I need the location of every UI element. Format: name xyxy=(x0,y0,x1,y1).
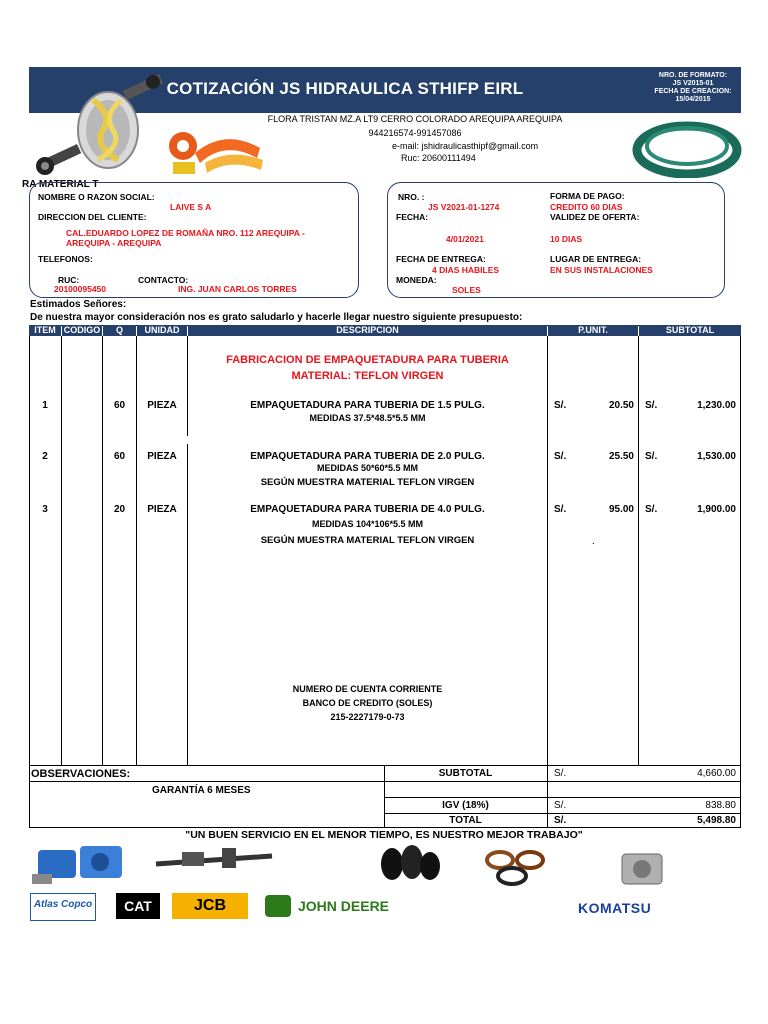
col-divider xyxy=(638,336,639,766)
steering-rack-image xyxy=(152,842,277,878)
row1-desc1: EMPAQUETADURA PARA TUBERIA DE 1.5 PULG. xyxy=(250,400,485,411)
client-address-label: DIRECCION DEL CLIENTE: xyxy=(38,212,147,222)
format-info: NRO. DE FORMATO: JS V2015-01 FECHA DE CREACION: 15/04/2015 xyxy=(654,72,732,103)
row3-desc3: SEGÚN MUESTRA MATERIAL TEFLON VIRGEN xyxy=(260,535,475,546)
bank-account: 215-2227179-0-73 xyxy=(330,712,405,722)
row1-subtotal: 1,230.00 xyxy=(697,400,736,411)
page-title: COTIZACIÓN JS HIDRAULICA STHIFP EIRL xyxy=(166,79,524,98)
row2-price: 25.50 xyxy=(608,451,634,462)
greeting: Estimados Señores: xyxy=(30,299,127,310)
validity: 10 DIAS xyxy=(550,234,583,244)
pump-housing-image xyxy=(612,844,672,894)
row3-item: 3 xyxy=(42,504,48,515)
row2-cur2: S/. xyxy=(645,451,658,462)
quote-date: 4/01/2021 xyxy=(446,234,484,244)
col-item: ITEM xyxy=(29,325,61,336)
row-divider xyxy=(384,797,741,798)
subtotal-cur: S/. xyxy=(554,768,567,779)
client-ruc: 20100095450 xyxy=(54,284,107,294)
jcb-logo: JCB xyxy=(172,893,248,919)
client-name: LAIVE S A xyxy=(170,202,212,212)
row1-q: 60 xyxy=(113,400,126,411)
row3-price: 95.00 xyxy=(608,504,634,515)
col-punit: P.UNIT. xyxy=(548,325,638,336)
hydraulic-pump-image xyxy=(30,840,130,888)
delivery-place-label: LUGAR DE ENTREGA: xyxy=(550,254,642,264)
john-deere-icon xyxy=(265,895,291,917)
currency: SOLES xyxy=(452,285,481,295)
row-divider xyxy=(384,813,741,814)
cut-label: RA MATERIAL T xyxy=(22,179,99,190)
atlas-copco-logo: Atlas Copco xyxy=(30,893,96,921)
row3-cur: S/. xyxy=(554,504,567,515)
row3-cur2: S/. xyxy=(645,504,658,515)
stray-dot: . xyxy=(592,536,595,547)
validity-label: VALIDEZ DE OFERTA: xyxy=(550,212,640,222)
subtotal-value: 4,660.00 xyxy=(697,768,736,779)
company-phones: 944216574-991457086 xyxy=(368,128,462,138)
client-contact: ING. JUAN CARLOS TORRES xyxy=(178,284,297,294)
col-codigo: CODIGO xyxy=(63,325,101,335)
row-divider xyxy=(29,781,741,782)
igv-cur: S/. xyxy=(554,800,567,811)
row3-desc2: MEDIDAS 104*106*5.5 MM xyxy=(311,519,424,529)
row2-cur: S/. xyxy=(554,451,567,462)
row2-desc3: SEGÚN MUESTRA MATERIAL TEFLON VIRGEN xyxy=(260,477,475,488)
client-contact-label: CONTACTO: xyxy=(138,275,189,285)
col-divider xyxy=(547,336,548,766)
items-heading-line2: MATERIAL: TEFLON VIRGEN xyxy=(291,370,444,382)
row1-cur: S/. xyxy=(554,400,567,411)
delivery-date-label: FECHA DE ENTREGA: xyxy=(396,254,486,264)
client-name-label: NOMBRE O RAZON SOCIAL: xyxy=(38,192,155,202)
company-email: e-mail: jshidraulicasthipf@gmail.com xyxy=(392,141,539,151)
igv-value: 838.80 xyxy=(705,800,736,811)
quote-nro-label: NRO. : xyxy=(398,192,425,202)
currency-label: MONEDA: xyxy=(396,275,437,285)
row3-unit: PIEZA xyxy=(147,504,177,515)
total-cur: S/. xyxy=(554,815,567,826)
row1-unit: PIEZA xyxy=(147,400,177,411)
delivery-place: EN SUS INSTALACIONES xyxy=(550,265,653,275)
intro-text: De nuestra mayor consideración nos es grato saludarlo y hacerle llegar nuestro siguiente presupuesto: xyxy=(30,312,523,323)
company-ruc: Ruc: 20600111494 xyxy=(401,153,476,163)
row3-subtotal: 1,900.00 xyxy=(697,504,736,515)
client-address-line1: CAL.EDUARDO LOPEZ DE ROMAÑA NRO. 112 AREQUIPA - xyxy=(66,228,305,238)
row2-desc1: EMPAQUETADURA PARA TUBERIA DE 2.0 PULG. xyxy=(250,451,485,462)
payment: CREDITO 60 DIAS xyxy=(550,202,623,212)
row1-price: 20.50 xyxy=(608,400,634,411)
col-q: Q xyxy=(103,325,136,336)
boots-image xyxy=(378,842,443,884)
row2-unit: PIEZA xyxy=(147,451,177,462)
row1-item: 1 xyxy=(42,400,48,411)
bank-line2: BANCO DE CREDITO (SOLES) xyxy=(302,698,433,708)
row3-q: 20 xyxy=(113,504,126,515)
bank-line1: NUMERO DE CUENTA CORRIENTE xyxy=(292,684,443,694)
company-logo xyxy=(33,70,168,182)
subtotal-label: SUBTOTAL xyxy=(438,768,493,779)
row1-cur2: S/. xyxy=(645,400,658,411)
cat-logo: CAT xyxy=(116,893,160,919)
seal-rings-image xyxy=(482,846,552,888)
seal-ring-image xyxy=(632,116,742,178)
col-descripcion: DESCRIPCION xyxy=(188,325,547,336)
col-divider xyxy=(61,336,62,766)
client-address-line2: AREQUIPA - AREQUIPA xyxy=(66,238,162,248)
observations-label: OBSERVACIONES: xyxy=(31,768,131,780)
row2-item: 2 xyxy=(42,451,48,462)
delivery-date: 4 DIAS HABILES xyxy=(432,265,500,275)
total-label: TOTAL xyxy=(449,815,482,826)
quote-date-label: FECHA: xyxy=(396,212,429,222)
john-deere-logo: JOHN DEERE xyxy=(298,898,390,914)
row2-subtotal: 1,530.00 xyxy=(697,451,736,462)
client-phones-label: TELEFONOS: xyxy=(38,254,93,264)
row2-desc2: MEDIDAS 50*60*5.5 MM xyxy=(316,463,419,473)
row2-q: 60 xyxy=(113,451,126,462)
komatsu-logo: KOMATSU xyxy=(578,900,652,916)
company-address: FLORA TRISTAN MZ.A LT9 CERRO COLORADO AREQUIPA AREQUIPA xyxy=(267,114,563,124)
col-subtotal: SUBTOTAL xyxy=(639,325,741,336)
total-value: 5,498.80 xyxy=(697,815,736,826)
col-unidad: UNIDAD xyxy=(137,325,187,336)
col-divider xyxy=(547,766,548,828)
payment-label: FORMA DE PAGO: xyxy=(550,191,625,201)
igv-label: IGV (18%) xyxy=(442,800,489,811)
client-ruc-label: RUC: xyxy=(58,275,80,285)
items-heading-line1: FABRICACION DE EMPAQUETADURA PARA TUBERIA xyxy=(226,354,509,366)
warranty: GARANTÍA 6 MESES xyxy=(152,785,251,796)
quote-nro: JS V2021-01-1274 xyxy=(428,202,500,212)
row3-desc1: EMPAQUETADURA PARA TUBERIA DE 4.0 PULG. xyxy=(250,504,485,515)
slogan: "UN BUEN SERVICIO EN EL MENOR TIEMPO, ES NUESTRO MEJOR TRABAJO" xyxy=(185,829,583,841)
row1-desc2: MEDIDAS 37.5*48.5*5.5 MM xyxy=(309,413,426,423)
